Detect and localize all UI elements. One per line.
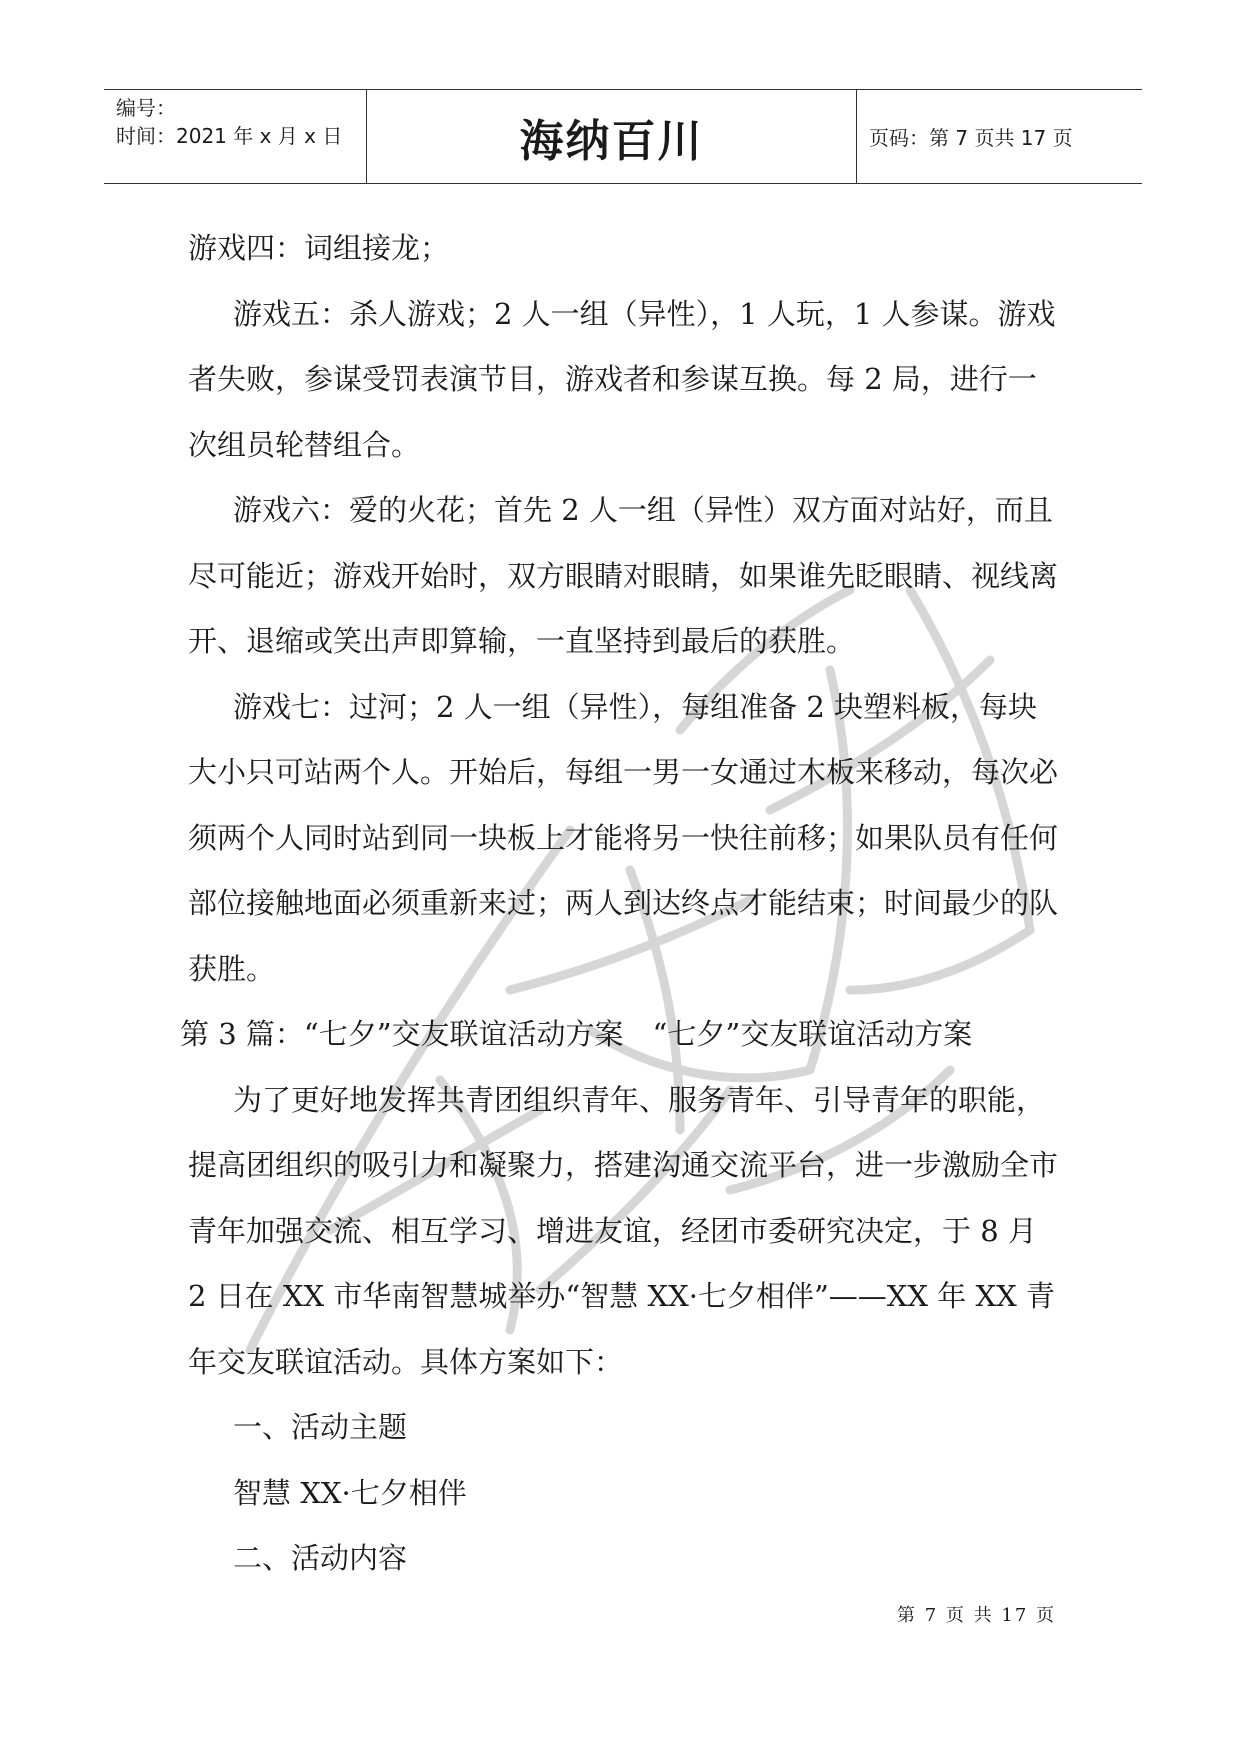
heading-activity-content: 二、活动内容 xyxy=(233,1541,408,1575)
paragraph-game-six: 游戏六：爱的火花；首先 2 人一组（异性）双方面对站好，而且尽可能近；游戏开始时，双方眼睛对眼睛，如果谁先眨眼睛、视线离开、退缩或笑出声即算输，一直坚持到最后的获胜。 xyxy=(188,493,1059,658)
paragraph-game-five: 游戏五：杀人游戏；2 人一组（异性），1 人玩，1 人参谋。游戏者失败，参谋受罚表演节目，游戏者和参谋互换。每 2 局，进行一次组员轮替组合。 xyxy=(188,296,1056,462)
section-heading: 第 3 篇：“七夕”交友联谊活动方案 “七夕”交友联谊活动方案 xyxy=(180,1017,973,1051)
page-header xyxy=(104,89,1142,184)
header-page-number: 页码：第 7 页共 17 页 xyxy=(869,126,1073,150)
paragraph-intro: 为了更好地发挥共青团组织青年、服务青年、引导青年的职能，提高团组织的吸引力和凝聚力，搭建沟通交流平台，进一步激励全市青年加强交流、相互学习、增进友谊，经团市委研究决定，于 8 月 2 日在 XX 市华南智慧城举办“智慧 XX·七夕相伴”——XX 年 XX 青年交友联谊活动。具体方案如下： xyxy=(188,1082,1059,1379)
header-brand: 海纳百川 xyxy=(367,90,857,183)
paragraph-game-four: 游戏四：词组接龙； xyxy=(188,231,450,265)
paragraph-game-seven: 游戏七：过河；2 人一组（异性），每组准备 2 块塑料板，每块大小只可站两个人。开始后，每组一男一女通过木板来移动，每次必须两个人同时站到同一块板上才能将另一快往前移；如果队员有任何部位接触地面必须重新来过；两人到达终点才能结束；时间最少的队获胜。 xyxy=(188,689,1059,986)
header-meta xyxy=(104,90,367,183)
header-time: 时间：2021 年 x 月 x 日 xyxy=(116,124,343,148)
page-footer: 第 7 页 共 17 页 xyxy=(897,1605,1056,1626)
heading-activity-theme: 一、活动主题 xyxy=(233,1410,408,1444)
activity-theme-text: 智慧 XX·七夕相伴 xyxy=(233,1475,467,1510)
document-body xyxy=(180,216,1059,1592)
header-number: 编号： xyxy=(116,96,176,120)
